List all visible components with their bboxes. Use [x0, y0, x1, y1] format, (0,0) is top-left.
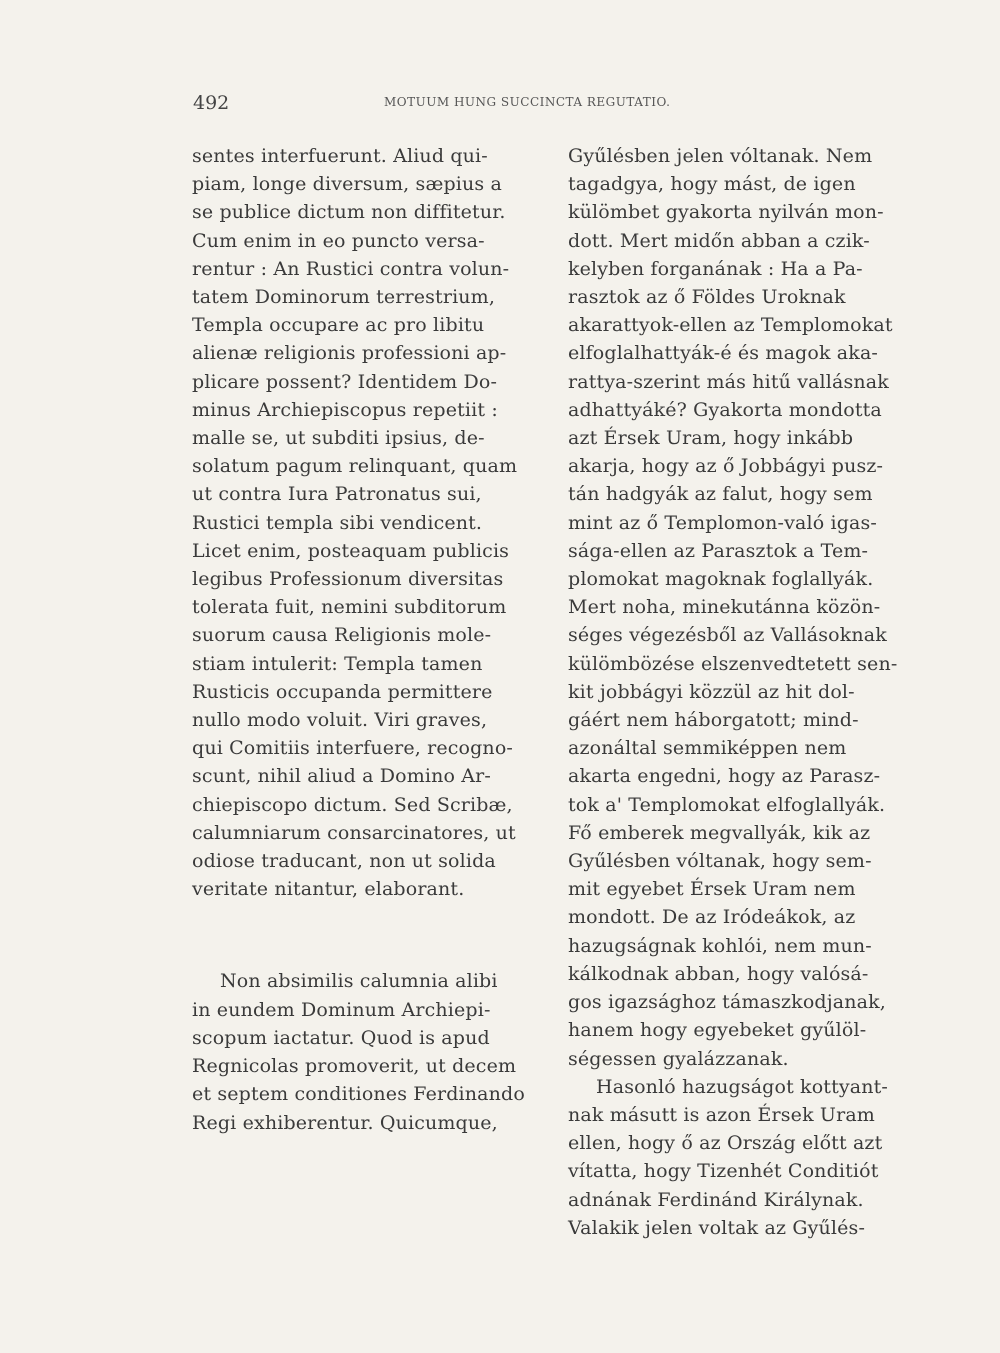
paragraph-gap [192, 903, 542, 967]
hungarian-column [568, 142, 918, 1242]
hungarian-paragraph-2: Hasonló hazugságot kottyant- nak másutt is azon Érsek Uram ellen, hogy ő az Ország előtt azt vítatta, hogy Tizenhét Conditiót adnának Ferdinánd Királynak. Valakik jelen voltak az Gyűlés- [568, 1075, 888, 1239]
page-header [0, 92, 1000, 116]
page-number: 492 [193, 92, 230, 114]
latin-paragraph-2: Non absimilis calumnia alibi in eundem Dominum Archiepi- scopum iactatur. Quod is apud Regnicolas promoverit, ut decem et septem conditiones Ferdinando Regi exhiberentur. Quicumque, [192, 970, 525, 1134]
hungarian-paragraph-1: Gyűlésben jelen vóltanak. Nem tagadgya, hogy mást, de igen külömbet gyakorta nyilván mon- dott. Mert midőn abban a czik- kelyben forganának : Ha a Pa- rasztok az ő Földes Uroknak akarattyok-ellen az Templomokat elfoglalhattyák-é és magok aka- rattya-szerint más hitű vallásnak adhattyáké? Gyakorta mondotta azt Érsek Uram, hogy inkább akarja, hogy az ő Jobbágyi pusz- tán hadgyák az falut, hogy sem mint az ő Templomon-való igas- sága-ellen az Parasztok a Tem- plomokat magoknak foglallyák. Mert noha, minekutánna közön- séges végezésből az Vallásoknak külömbözése elszenvedtetett sen- kit jobbágyi közzül az hit dol- gáért nem háborgatott; mind- azonáltal semmiképpen nem akarta engedni, hogy az Parasz- tok a' Templomokat elfoglallyák. Fő emberek megvallyák, kik az Gyűlésben vóltanak, hogy sem- mit egyebet Érsek Uram nem mondott. De az Iródeákok, az hazugságnak kohlói, nem mun- kálkodnak abban, hogy valósá- gos igazsághoz támaszkodjanak, hanem hogy egyebeket gyűlöl- ségessen gyalázzanak. [568, 145, 898, 1070]
latin-paragraph-1: sentes interfuerunt. Aliud qui- piam, longe diversum, sæpius a se publice dictum non diffitetur. Cum enim in eo puncto versa- rentur : An Rustici contra volun- tatem Dominorum terrestrium, Templa occupare ac pro libitu alienæ religionis professioni ap- plicare possent? Identidem Do- minus Archiepiscopus repetiit : malle se, ut subditi ipsius, de- solatum pagum relinquant, quam ut contra Iura Patronatus sui, Rustici templa sibi vendicent. Licet enim, posteaquam publicis legibus Professionum diversitas tolerata fuit, nemini subditorum suorum causa Religionis mole- stiam intulerit: Templa tamen Rusticis occupanda permittere nullo modo voluit. Viri graves, qui Comitiis interfuere, recogno- scunt, nihil aliud a Domino Ar- chiepiscopo dictum. Sed Scribæ, calumniarum consarcinatores, ut odiose traducant, non ut solida veritate nitantur, elaborant. [192, 145, 518, 901]
running-title: MOTUUM HUNG SUCCINCTA REGUTATIO. [384, 95, 671, 109]
latin-column [192, 142, 542, 1137]
